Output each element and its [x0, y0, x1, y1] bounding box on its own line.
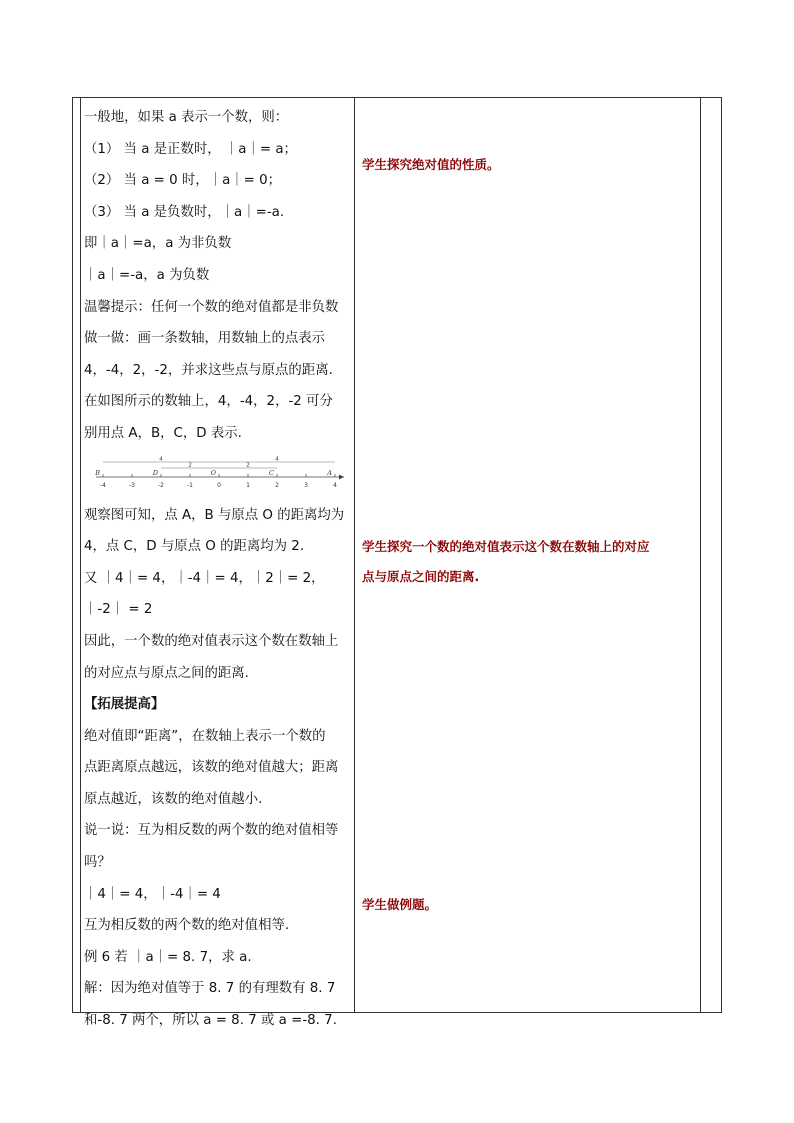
point-label: O [210, 468, 216, 477]
text-line: 和-8. 7 两个，所以 a = 8. 7 或 a =-8. 7. [84, 1013, 337, 1029]
axis-tick-label: -1 [187, 481, 193, 489]
text-line: 因此，一个数的绝对值表示这个数在数轴上 [84, 633, 339, 649]
distance-label: 4 [275, 456, 279, 463]
axis-tick-label: 3 [304, 481, 308, 489]
text-line: （3） 当 a 是负数时，｜a｜=-a. [84, 204, 285, 220]
teaching-content-column [84, 102, 352, 1037]
text-line: 吗？ [84, 855, 111, 871]
text-line: ｜a｜=-a，a 为负数 [84, 267, 210, 283]
text-line: 原点越近，该数的绝对值越小. [84, 791, 263, 807]
text-line: 观察图可知，点 A，B 与原点 O 的距离均为 [84, 507, 345, 523]
text-line: 点距离原点越远，该数的绝对值越大；距离 [84, 760, 339, 776]
section-heading: 【拓展提高】 [84, 697, 165, 713]
text-line: 绝对值即“距离”，在数轴上表示一个数的 [84, 728, 326, 744]
distance-label: 2 [188, 462, 192, 469]
text-line: （1） 当 a 是正数时， ｜a｜= a； [84, 141, 297, 157]
text-line: 的对应点与原点之间的距离. [84, 665, 249, 681]
axis-tick-label: 0 [217, 481, 221, 489]
text-line: ｜4｜= 4，｜-4｜= 4 [84, 886, 221, 902]
text-line: ｜-2｜ = 2 [84, 602, 153, 618]
number-line-svg [96, 456, 346, 496]
number-line-figure [84, 450, 352, 500]
text-line: 别用点 A，B，C，D 表示. [84, 425, 242, 441]
axis-tick-label: 2 [275, 481, 279, 489]
text-line: 又 ｜4｜= 4，｜-4｜= 4，｜2｜= 2， [84, 570, 325, 586]
table-inner-border [80, 97, 81, 1013]
text-line: 说一说：互为相反数的两个数的绝对值相等 [84, 823, 339, 839]
text-line: 一般地，如果 a 表示一个数，则： [84, 110, 289, 125]
distance-label: 4 [159, 456, 163, 463]
point-label: A [327, 468, 332, 477]
note-line: 学生探究一个数的绝对值表示这个数在数轴上的对应 [362, 539, 650, 554]
student-activity-note-1: 学生探究绝对值的性质。 [362, 157, 500, 172]
axis-arrow-icon [339, 474, 344, 479]
axis-tick-label: 1 [246, 481, 250, 489]
text-line: 解：因为绝对值等于 8. 7 的有理数有 8. 7 [84, 981, 336, 997]
text-line: 在如图所示的数轴上，4，-4，2，-2 可分 [84, 394, 333, 410]
point-label: D [152, 468, 158, 477]
text-line: 例 6 若 ｜a｜= 8. 7，求 a. [84, 949, 252, 965]
text-line: 4，点 C，D 与原点 O 的距离均为 2. [84, 539, 305, 555]
note-line: 点与原点之间的距离. [362, 569, 480, 584]
point-label: C [269, 468, 274, 477]
axis-tick-label: -2 [158, 481, 164, 489]
student-activity-note-2 [362, 532, 702, 592]
column-divider [354, 97, 355, 1013]
text-line: 即｜a｜=a，a 为非负数 [84, 236, 232, 252]
text-line: 做一做：画一条数轴，用数轴上的点表示 [84, 331, 326, 347]
axis-tick-label: -3 [129, 481, 135, 489]
axis-tick-label: -4 [100, 481, 106, 489]
axis-tick-label: 4 [333, 481, 337, 489]
text-line: （2） 当 a = 0 时，｜a｜= 0； [84, 173, 282, 189]
distance-label: 2 [246, 462, 250, 469]
student-activity-note-3: 学生做例题。 [362, 897, 438, 912]
point-label: B [95, 468, 100, 477]
text-line: 互为相反数的两个数的绝对值相等. [84, 918, 290, 934]
text-line: 温馨提示：任何一个数的绝对值都是非负数 [84, 299, 339, 315]
text-line: 4，-4，2，-2，并求这些点与原点的距离. [84, 362, 333, 378]
